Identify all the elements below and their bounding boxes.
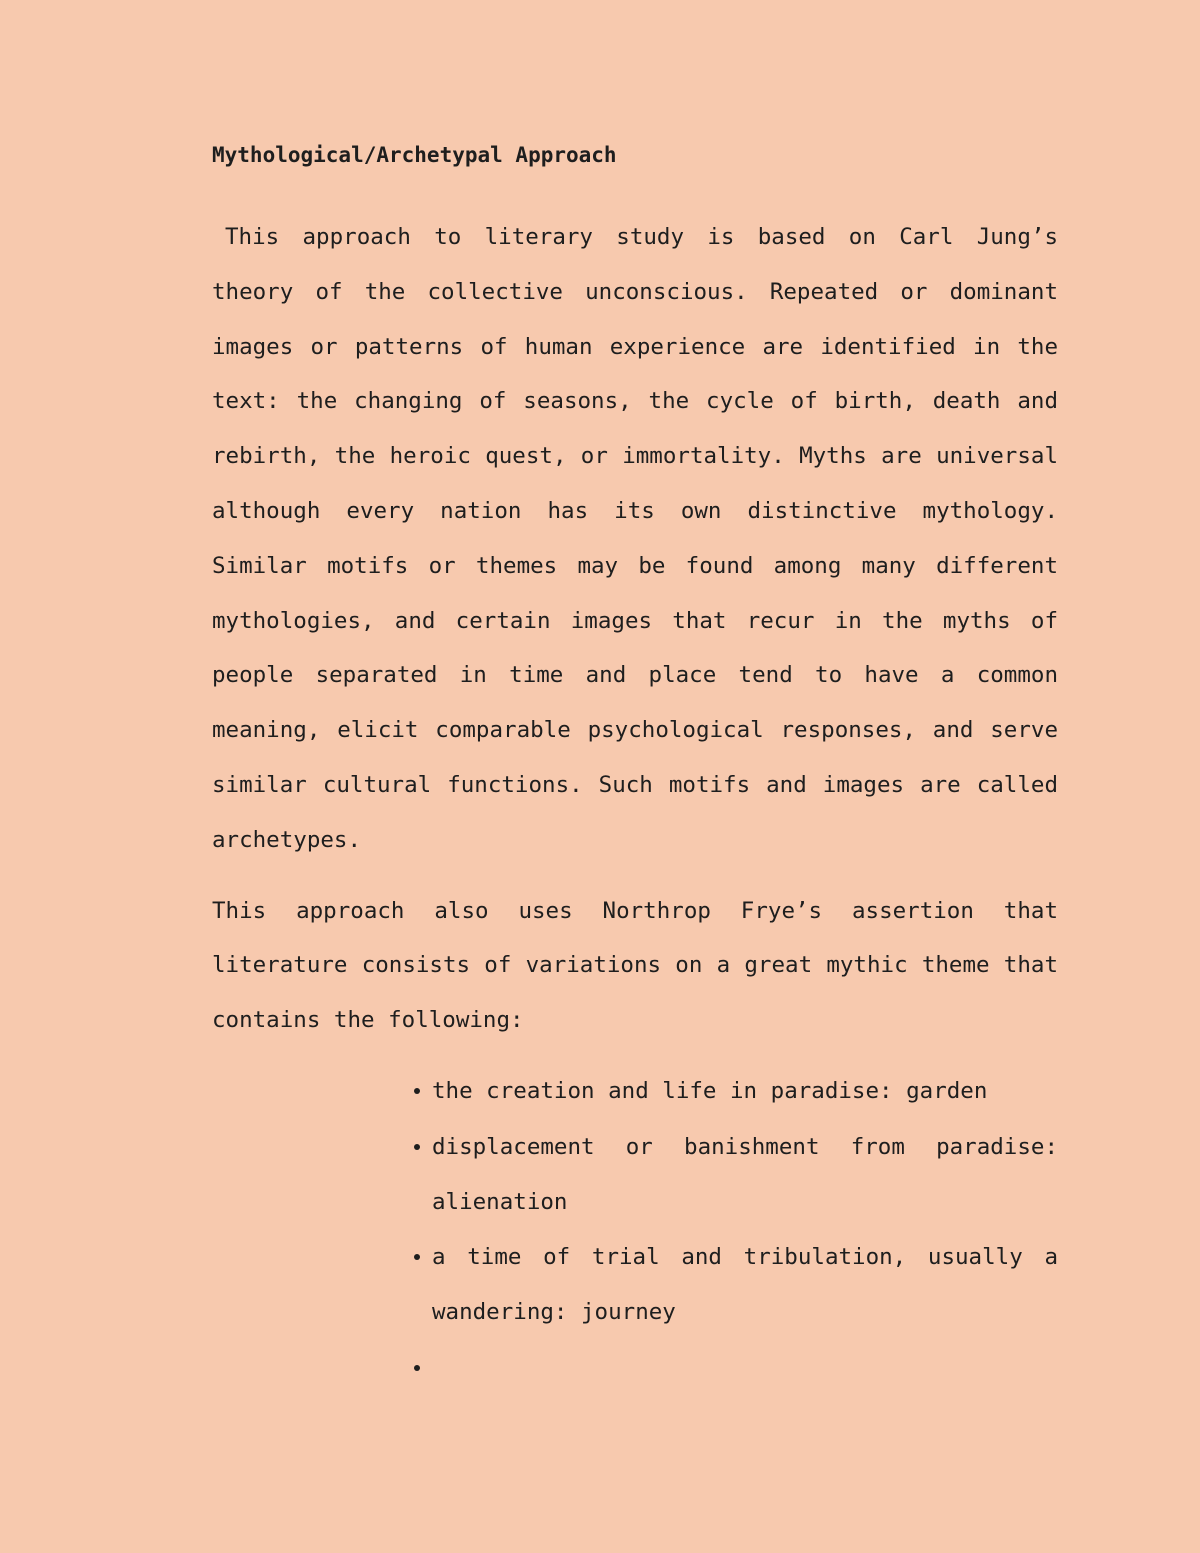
bullet-icon bbox=[414, 1254, 420, 1260]
mythic-theme-list bbox=[212, 1064, 1058, 1396]
paragraph-jung: This approach to literary study is based on Carl Jung’s theory of the collective unconscious. Repeated or dominant images or patterns of human experience are identified in the text: the changing of seasons, the cycle of birth, death and rebirth, the heroic quest, or immortality. Myths are universal although every nation has its own distinctive mythology. Similar motifs or themes may be found among many different mythologies, and certain images that recur in the myths of people separated in time and place tend to have a common meaning, elicit comparable psychological responses, and serve similar cultural functions. Such motifs and images are called archetypes. bbox=[212, 224, 1058, 853]
list-item-text: the creation and life in paradise: garden bbox=[432, 1077, 988, 1104]
bullet-icon bbox=[414, 1144, 420, 1150]
document-page bbox=[212, 140, 1058, 1397]
document-heading: Mythological/Archetypal Approach bbox=[212, 143, 617, 167]
bullet-icon bbox=[414, 1365, 420, 1371]
list-item bbox=[414, 1064, 1058, 1119]
list-item bbox=[414, 1120, 1058, 1230]
bullet-icon bbox=[414, 1088, 420, 1094]
list-item bbox=[414, 1341, 1058, 1396]
paragraph-frye: This approach also uses Northrop Frye’s assertion that literature consists of variations on a great mythic theme that contains the following: bbox=[212, 897, 1058, 1034]
list-item-text: displacement or banishment from paradise: alienation bbox=[432, 1133, 1058, 1215]
list-item bbox=[414, 1230, 1058, 1340]
list-item-text: a time of trial and tribulation, usually a wandering: journey bbox=[432, 1244, 1058, 1326]
